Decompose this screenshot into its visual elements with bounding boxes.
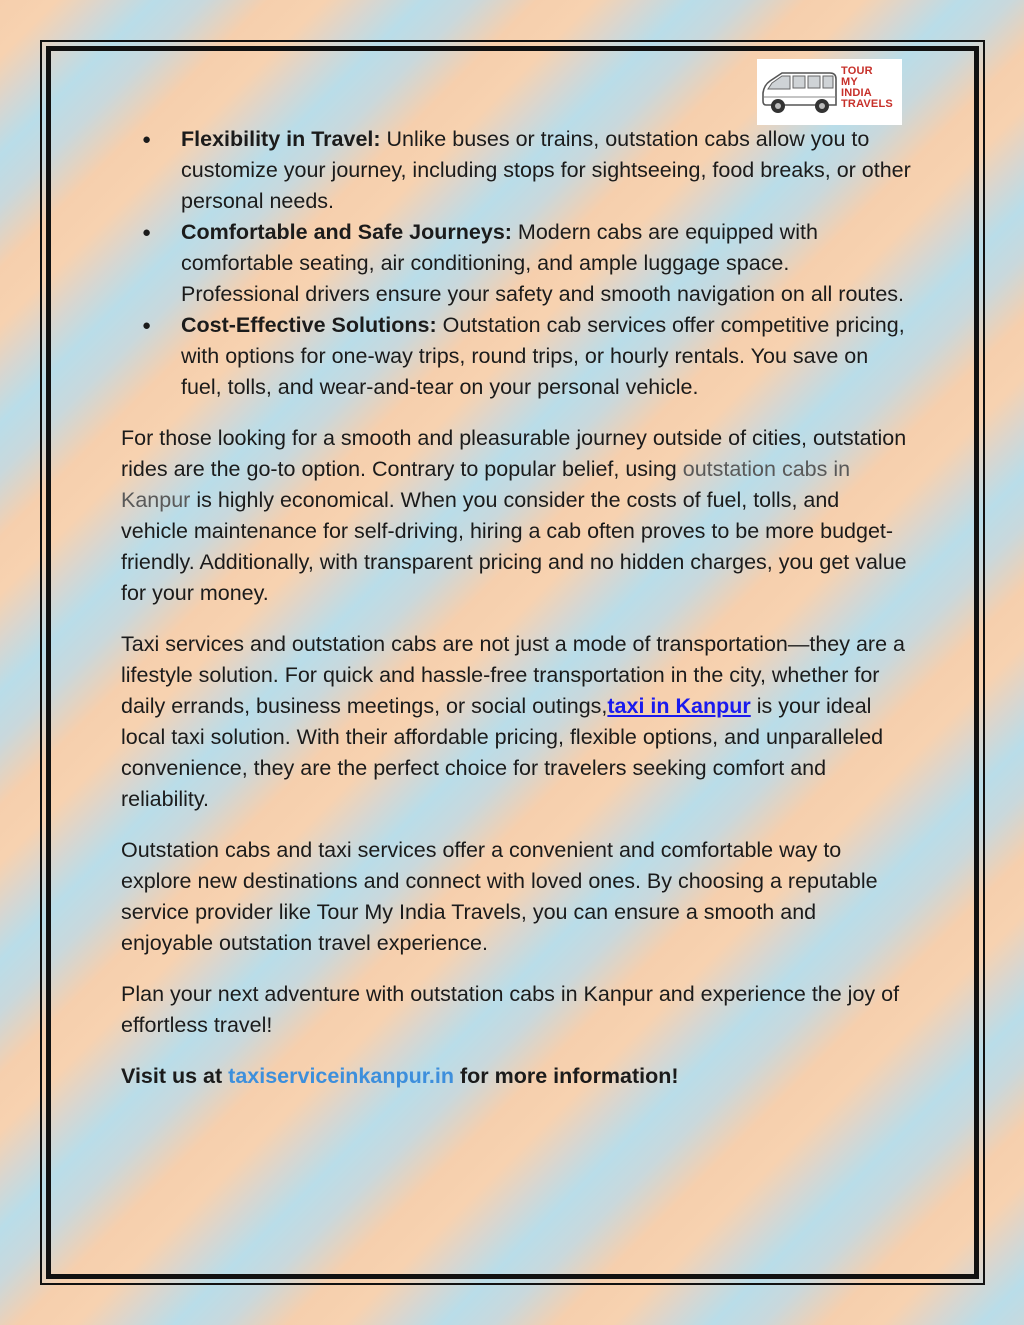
bullet-text: Unlike buses or trains, outstation cabs allow you to customize your journey, including stops for sightseeing, food breaks, or other personal needs. — [181, 127, 911, 213]
outstation-cabs-link[interactable]: outstation cabs in Kanpur — [121, 457, 851, 512]
visit-text: for more information! — [454, 1064, 679, 1088]
document-body — [121, 124, 911, 1092]
paragraph-text: For those looking for a smooth and pleasurable journey outside of cities, outstation rides are the go-to option. Contrary to popular belief, using — [121, 426, 907, 481]
paragraph-summary: Outstation cabs and taxi services offer a convenient and comfortable way to explore new destinations and connect with loved ones. By choosing a reputable service provider like Tour My India Travels, you can ensure a smooth and enjoyable outstation travel experience. — [121, 838, 878, 955]
paragraph-plan: Plan your next adventure with outstation cabs in Kanpur and experience the joy of effortless travel! — [121, 982, 900, 1037]
logo-line: TOUR — [841, 65, 873, 77]
van-icon — [760, 69, 840, 119]
bullet-icon: ● — [142, 317, 152, 334]
paragraph-lifestyle — [121, 629, 911, 815]
bullet-text: Modern cabs are equipped with comfortable seating, air conditioning, and ample luggage space. Professional drivers ensure your safety and smooth navigation on all routes. — [181, 220, 905, 306]
paragraph-economy — [121, 423, 911, 609]
paragraph-text: is highly economical. When you consider the costs of fuel, tolls, and vehicle maintenance for self-driving, hiring a cab often proves to be more budget-friendly. Additionally, with transparent pricing and no hidden charges, you get value for your money. — [121, 488, 907, 605]
logo-line: MY — [841, 76, 858, 88]
website-link[interactable]: taxiserviceinkanpur.in — [228, 1064, 455, 1088]
paragraph-text: Taxi services and outstation cabs are not just a mode of transportation—they are a lifestyle solution. For quick and hassle-free transportation in the city, whether for daily errands, business meetings, or social outings, — [121, 632, 905, 718]
bullet-text: Outstation cab services offer competitive pricing, with options for one-way trips, round trips, or hourly rentals. You save on fuel, tolls, and wear-and-tear on your personal vehicle. — [181, 313, 905, 399]
taxi-in-kanpur-link[interactable]: taxi in Kanpur — [607, 694, 751, 718]
logo-line: TRAVELS — [841, 98, 893, 110]
bullet-title: Comfortable and Safe Journeys: — [181, 220, 512, 244]
list-item — [121, 310, 911, 403]
bullet-icon: ● — [142, 224, 152, 241]
list-item — [121, 124, 911, 217]
list-item — [121, 217, 911, 310]
paragraph-text: is your ideal local taxi solution. With their affordable pricing, flexible options, and unparalleled convenience, they are the perfect choice for travelers seeking comfort and reliability. — [121, 694, 884, 811]
visit-line — [121, 1061, 911, 1092]
visit-text: Visit us at — [121, 1064, 229, 1088]
logo-line: INDIA — [841, 87, 872, 99]
logo-text — [841, 66, 901, 110]
bullet-title: Flexibility in Travel: — [181, 127, 381, 151]
bullet-title: Cost-Effective Solutions: — [181, 313, 437, 337]
brand-logo — [757, 59, 902, 125]
bullet-icon: ● — [142, 131, 152, 148]
benefits-list — [121, 124, 911, 403]
